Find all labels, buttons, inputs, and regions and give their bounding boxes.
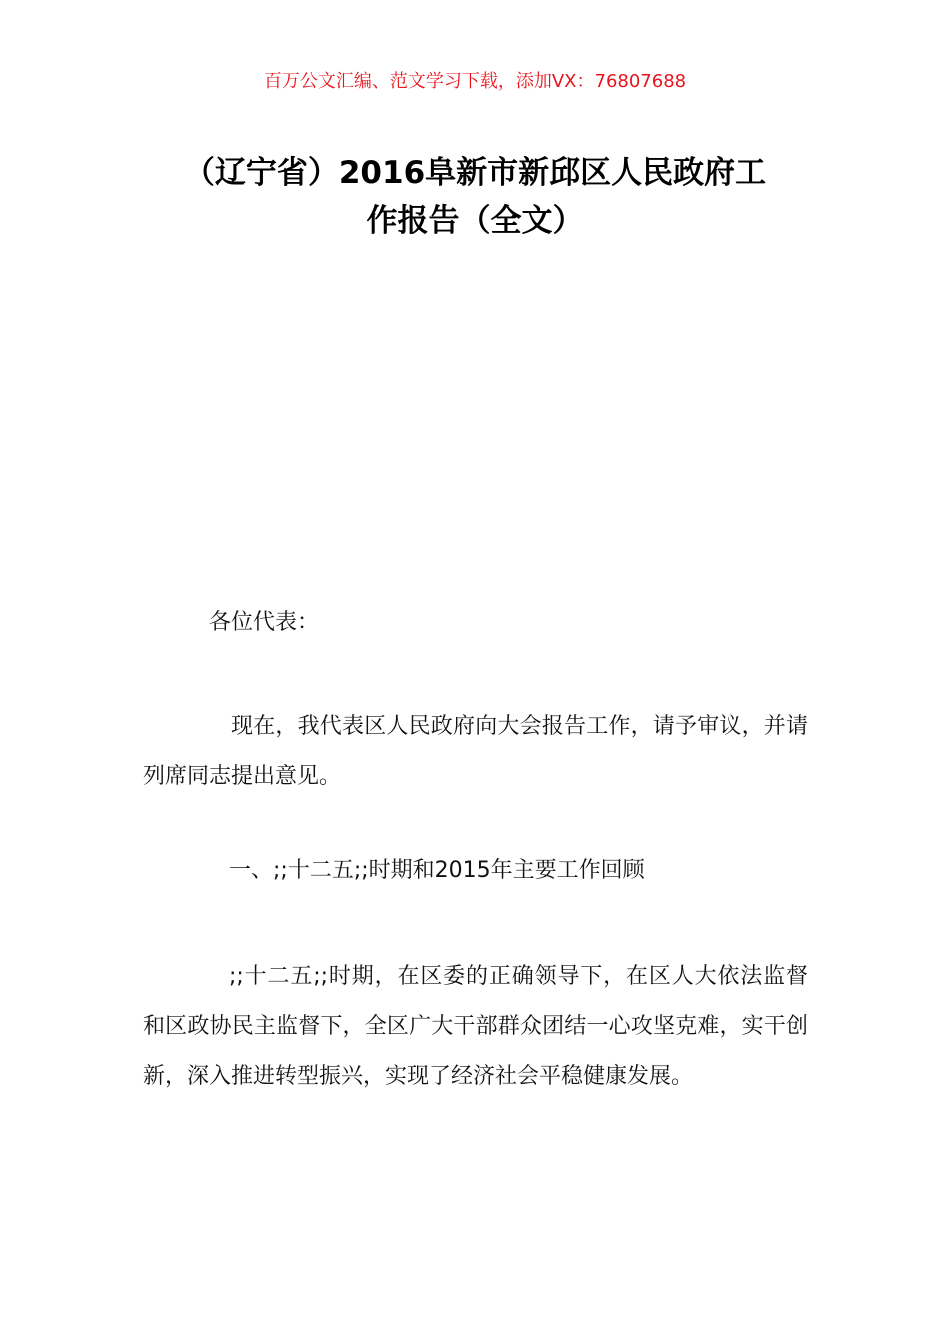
section-heading: 一、;;十二五;;时期和2015年主要工作回顾 xyxy=(229,858,645,883)
salutation-paragraph: 各位代表： xyxy=(209,610,320,635)
intro-paragraph: 现在，我代表区人民政府向大会报告工作，请予审议，并请列席同志提出意见。 xyxy=(143,714,808,789)
document-title-line-2: 作报告（全文） xyxy=(366,203,584,239)
promo-banner: 百万公文汇编、范文学习下载，添加VX：76807688 xyxy=(263,71,687,92)
document-title-line-1: （辽宁省）2016阜新市新邱区人民政府工 xyxy=(183,155,767,191)
body-paragraph: ;;十二五;;时期，在区委的正确领导下，在区人大依法监督和区政协民主监督下，全区广大干部群众团结一心攻坚克难，实干创新，深入推进转型振兴，实现了经济社会平稳健康发展。 xyxy=(143,964,808,1089)
